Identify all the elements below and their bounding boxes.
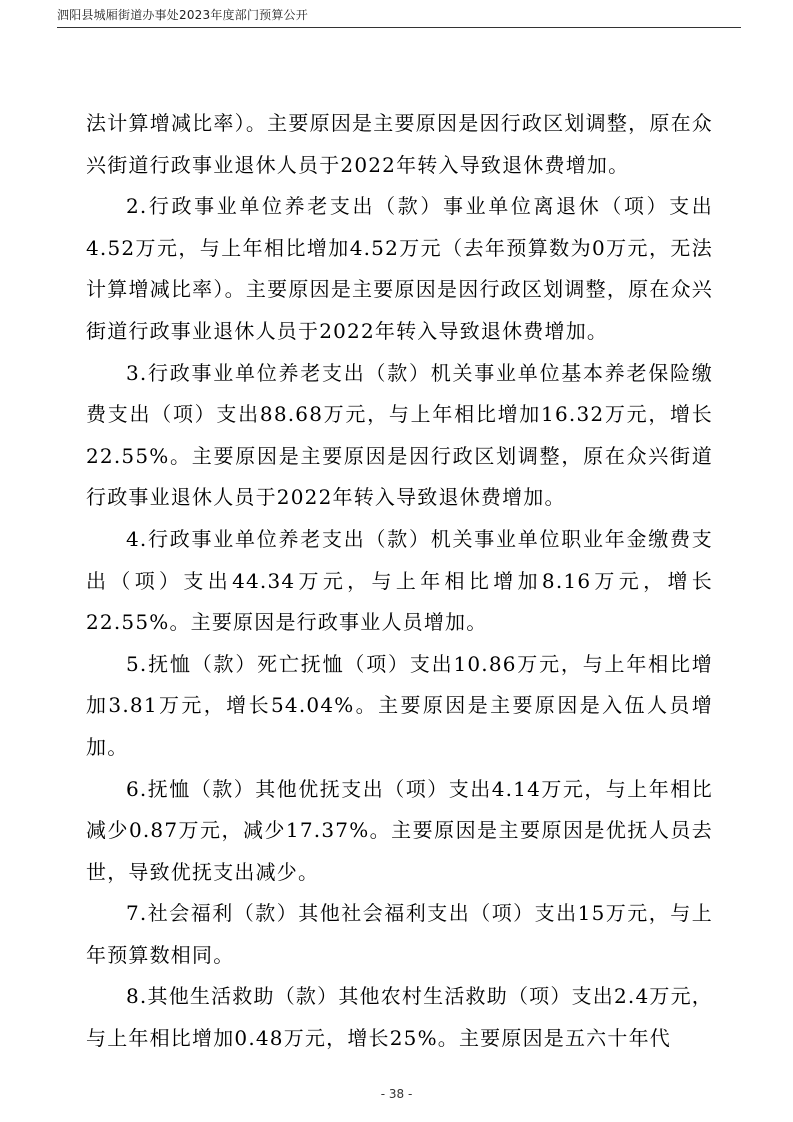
paragraph-6: 6.抚恤（款）其他优抚支出（项）支出4.14万元，与上年相比减少0.87万元，减少17.37%。主要原因是主要原因是优抚人员去世，导致优抚支出减少。 <box>86 776 713 884</box>
paragraph-1-continued: 法计算增减比率）。主要原因是主要原因是因行政区划调整，原在众兴街道行政事业退休人员于2022年转入导致退休费增加。 <box>86 111 713 177</box>
page-header-title: 泗阳县城厢街道办事处2023年度部门预算公开 <box>57 8 308 22</box>
paragraph-2: 2.行政事业单位养老支出（款）事业单位离退休（项）支出4.52万元，与上年相比增加4.52万元（去年预算数为0万元，无法计算增减比率）。主要原因是主要原因是因行政区划调整，原在众兴街道行政事业退休人员于2022年转入导致退休费增加。 <box>86 194 713 343</box>
header-divider <box>57 27 741 28</box>
page-number: - 38 - <box>380 1087 413 1101</box>
paragraph-7: 7.社会福利（款）其他社会福利支出（项）支出15万元，与上年预算数相同。 <box>86 901 713 967</box>
paragraph-8: 8.其他生活救助（款）其他农村生活救助（项）支出2.4万元，与上年相比增加0.48万元，增长25%。主要原因是五六十年代 <box>86 984 713 1051</box>
document-body <box>86 103 713 1060</box>
paragraph-3: 3.行政事业单位养老支出（款）机关事业单位基本养老保险缴费支出（项）支出88.68万元，与上年相比增加16.32万元，增长22.55%。主要原因是主要原因是因行政区划调整，原在众兴街道行政事业退休人员于2022年转入导致退休费增加。 <box>86 360 713 510</box>
paragraph-4: 4.行政事业单位养老支出（款）机关事业单位职业年金缴费支出（项）支出44.34万元，与上年相比增加8.16万元，增长22.55%。主要原因是行政事业人员增加。 <box>86 526 713 635</box>
paragraph-5: 5.抚恤（款）死亡抚恤（项）支出10.86万元，与上年相比增加3.81万元，增长54.04%。主要原因是主要原因是入伍人员增加。 <box>86 651 713 759</box>
